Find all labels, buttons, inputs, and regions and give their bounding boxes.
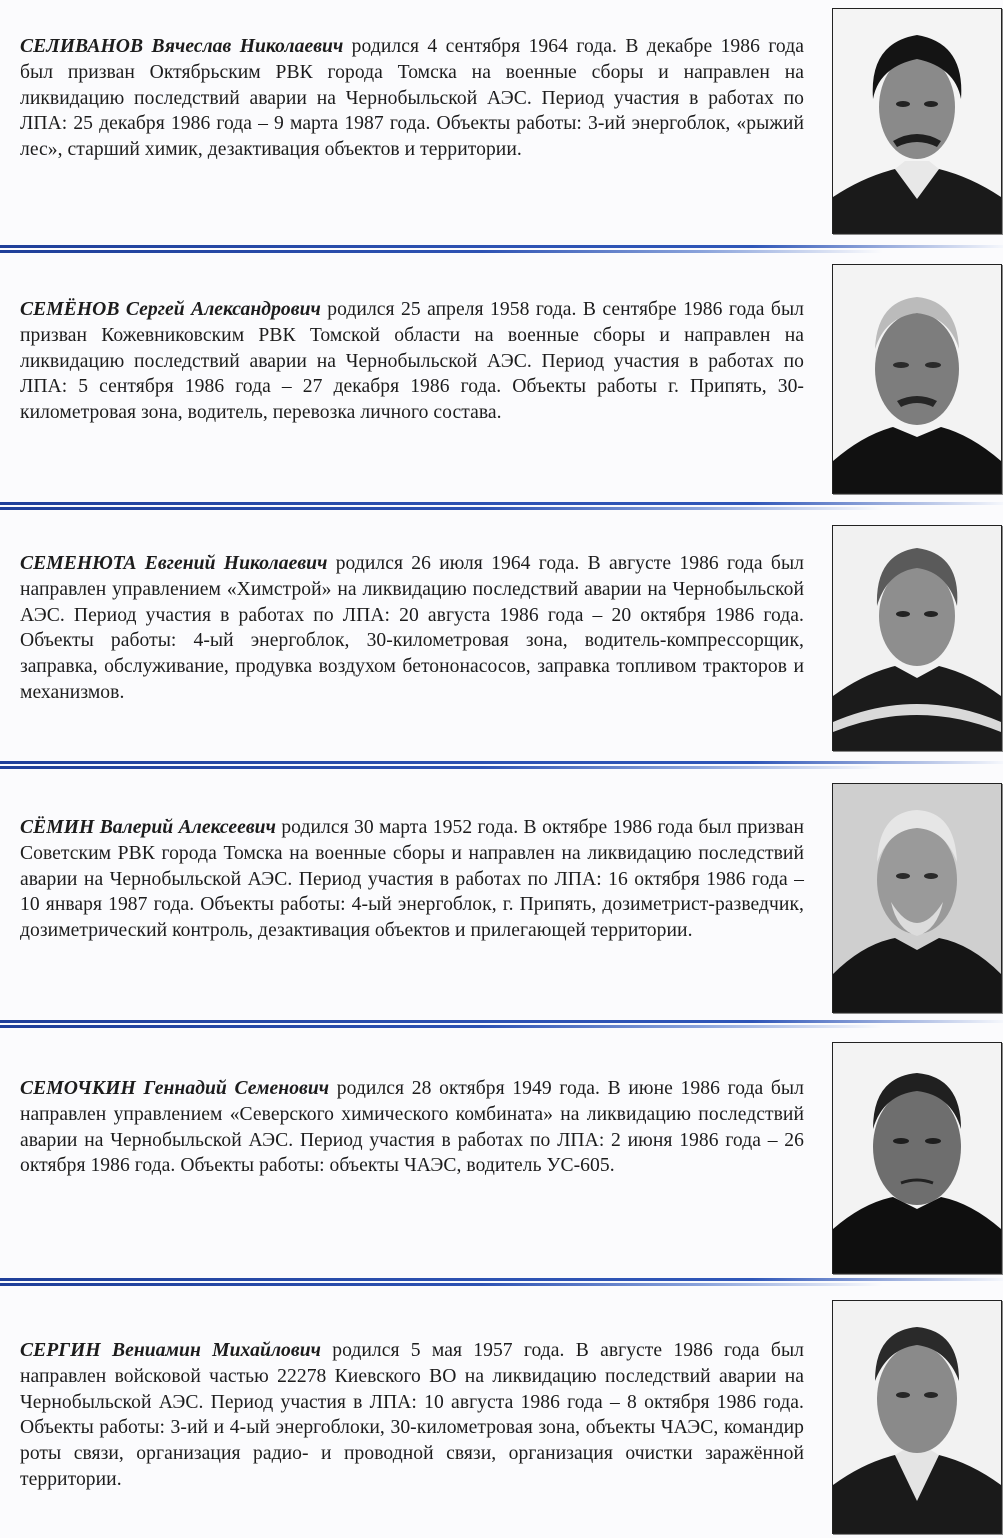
section-divider <box>0 1278 1003 1287</box>
biography-entry <box>0 254 1003 502</box>
biography-text <box>20 1338 804 1493</box>
biography-text <box>20 551 804 706</box>
portrait-photo <box>832 1042 1002 1274</box>
biography-body: родился 26 июля 1964 года. В августе 1986 года был направлен управлением «Химстрой» на ликвидацию последствий аварии на Чернобыльской АЭС. Период участия в работах по ЛПА: 20 августа 1986 года – 20 октября 1986 года. Объекты работы: 4-ый энергоблок, 30-километровая зона, водитель-компрессорщик, заправка, обслуживание, продувка воздухом бетононасосов, заправка топливом тракторов и механизмов. <box>20 553 804 703</box>
biography-body: родился 5 мая 1957 года. В августе 1986 года был направлен войсковой частью 22278 Киевского ВО на ликвидацию последствий аварии на Чернобыльской АЭС. Период участия в ЛПА: 10 августа 1986 года – 8 октября 1986 года. Объекты работы: 3-ий и 4-ый энергоблоки, 30-километровая зона, объекты ЧАЭС, командир роты связи, организация радио- и проводной связи, организация очистки заражённой территории. <box>20 1340 804 1490</box>
biography-body: родился 25 апреля 1958 года. В сентябре 1986 года был призван Кожевниковским РВК Томской области на военные сборы и направлен на ликвидацию последствий аварии на Чернобыльской АЭС. Период участия в работах по ЛПА: 5 сентября 1986 года – 27 декабря 1986 года. Объекты работы г. Припять, 30-километровая зона, водитель, перевозка личного состава. <box>20 299 804 424</box>
biography-entry <box>0 0 1003 245</box>
biography-body: родился 28 октября 1949 года. В июне 1986 года был направлен управлением «Северского химического комбината» на ликвидацию последствий аварии на Чернобыльской АЭС. Период участия в работах по ЛПА: 2 июня 1986 года – 26 октября 1986 года. Объекты работы: объекты ЧАЭС, водитель УС-605. <box>20 1078 804 1177</box>
biography-body: родился 30 марта 1952 года. В октябре 1986 года был призван Советским РВК города Томска на военные сборы и направлен на ликвидацию последствий аварии на Чернобыльской АЭС. Период участия в работах по ЛПА: 16 октября 1986 года – 10 января 1987 года. Объекты работы: 4-ый энергоблок, г. Припять, дозиметрист-разведчик, дозиметрический контроль, дезактивация объектов и прилегающей территории. <box>20 817 804 942</box>
person-name: СЕРГИН Вениамин Михайлович <box>20 1340 321 1361</box>
biography-entry <box>0 511 1003 761</box>
biography-text <box>20 297 804 426</box>
person-name: СЕМОЧКИН Геннадий Семенович <box>20 1078 330 1099</box>
person-name: СЁМИН Валерий Алексеевич <box>20 817 276 838</box>
section-divider <box>0 1020 1003 1029</box>
portrait-photo <box>832 783 1002 1013</box>
portrait-photo <box>832 264 1002 494</box>
section-divider <box>0 245 1003 254</box>
biography-entry <box>0 770 1003 1020</box>
biography-text <box>20 34 804 163</box>
biography-body: родился 4 сентября 1964 года. В декабре 1986 года был призван Октябрьским РВК города Томска на военные сборы и направлен на ликвидацию последствий аварии на Чернобыльской АЭС. Период участия в работах по ЛПА: 25 декабря 1986 года – 9 марта 1987 года. Объекты работы: 3-ий энергоблок, «рыжий лес», старший химик, дезактивация объектов и территории. <box>20 36 804 161</box>
person-name: СЕЛИВАНОВ Вячеслав Николаевич <box>20 36 344 57</box>
biography-text <box>20 1076 804 1179</box>
biography-text <box>20 815 804 944</box>
person-name: СЕМЁНОВ Сергей Александрович <box>20 299 321 320</box>
portrait-photo <box>832 1300 1002 1534</box>
portrait-photo <box>832 8 1002 234</box>
biography-entry <box>0 1287 1003 1538</box>
portrait-photo <box>832 525 1002 751</box>
section-divider <box>0 502 1003 511</box>
section-divider <box>0 761 1003 770</box>
biography-entry <box>0 1029 1003 1278</box>
person-name: СЕМЕНЮТА Евгений Николаевич <box>20 553 328 574</box>
